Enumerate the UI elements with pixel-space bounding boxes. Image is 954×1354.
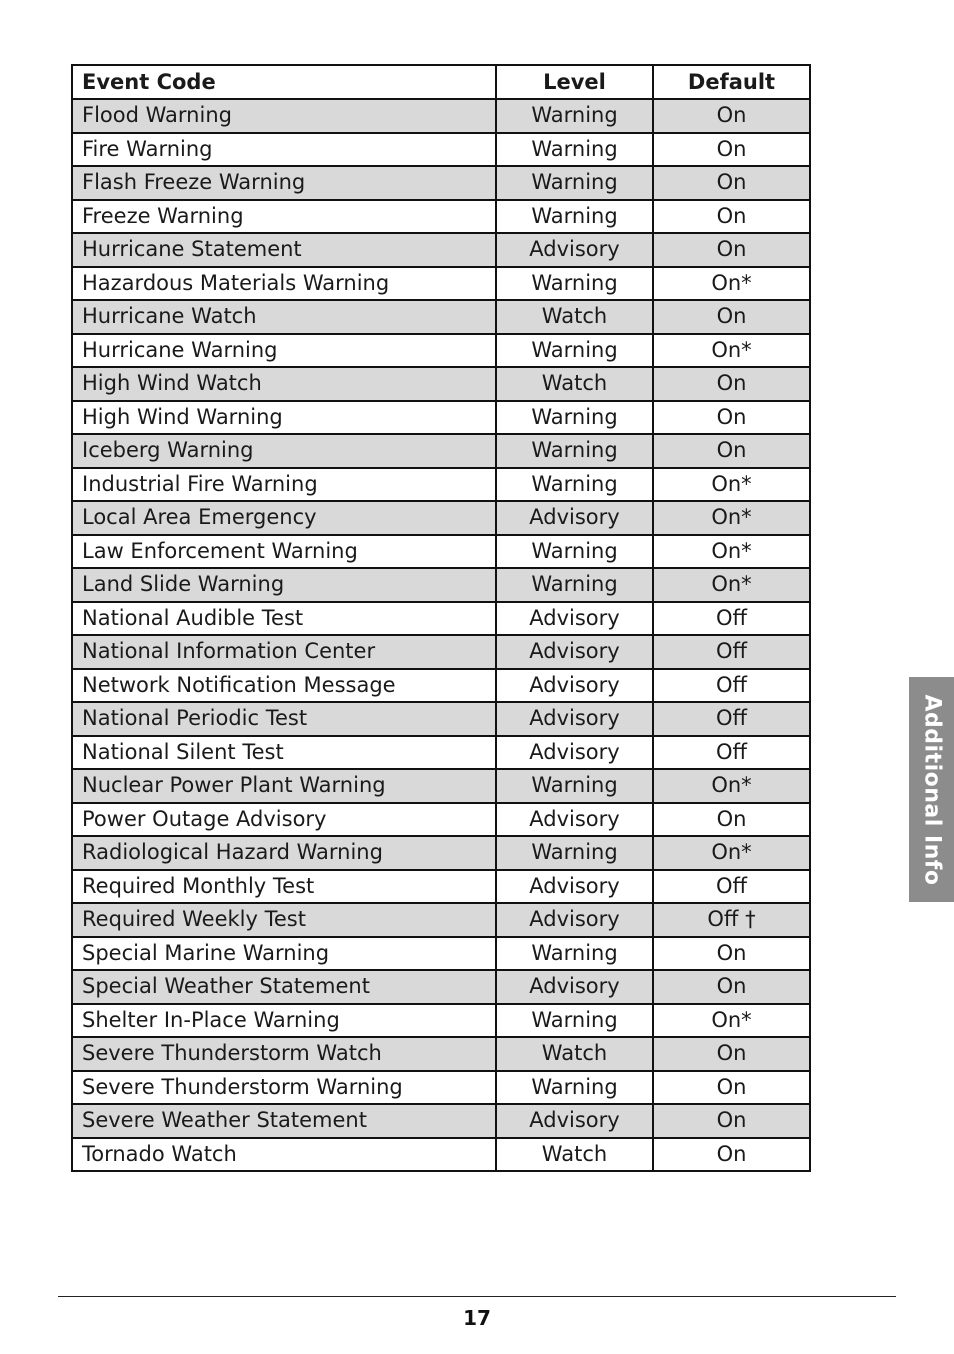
default-cell: On [653,233,810,267]
header-event-code: Event Code [72,65,496,99]
table-row [72,803,810,837]
level-cell: Warning [496,334,653,368]
table-row [72,903,810,937]
table-row [72,334,810,368]
default-cell: On* [653,836,810,870]
event-code-cell: Network Notification Message [72,669,496,703]
level-cell: Warning [496,468,653,502]
event-code-cell: Hurricane Watch [72,300,496,334]
event-code-cell: Hurricane Statement [72,233,496,267]
default-cell: On [653,133,810,167]
event-code-cell: Severe Weather Statement [72,1104,496,1138]
level-cell: Advisory [496,803,653,837]
default-cell: Off [653,736,810,770]
event-code-cell: Fire Warning [72,133,496,167]
event-code-cell: Severe Thunderstorm Watch [72,1037,496,1071]
level-cell: Warning [496,1004,653,1038]
level-cell: Warning [496,434,653,468]
level-cell: Warning [496,769,653,803]
level-cell: Advisory [496,736,653,770]
event-code-cell: Iceberg Warning [72,434,496,468]
table-row [72,736,810,770]
default-cell: On [653,200,810,234]
table-row [72,937,810,971]
default-cell: Off [653,669,810,703]
event-code-cell: Required Weekly Test [72,903,496,937]
footer-divider [58,1296,896,1297]
event-code-cell: Law Enforcement Warning [72,535,496,569]
table-row [72,635,810,669]
event-code-cell: Radiological Hazard Warning [72,836,496,870]
header-level: Level [496,65,653,99]
table-row [72,233,810,267]
default-cell: On* [653,769,810,803]
default-cell: On [653,99,810,133]
level-cell: Warning [496,267,653,301]
level-cell: Warning [496,1071,653,1105]
level-cell: Advisory [496,870,653,904]
table-row [72,535,810,569]
table-row [72,501,810,535]
table-row [72,200,810,234]
table-row [72,1104,810,1138]
table-row [72,1004,810,1038]
table-row [72,1138,810,1172]
level-cell: Warning [496,836,653,870]
event-code-cell: Flash Freeze Warning [72,166,496,200]
default-cell: On [653,937,810,971]
section-side-tab [909,677,954,902]
event-code-cell: Severe Thunderstorm Warning [72,1071,496,1105]
event-code-cell: Land Slide Warning [72,568,496,602]
event-code-cell: Nuclear Power Plant Warning [72,769,496,803]
table-row [72,970,810,1004]
default-cell: On* [653,267,810,301]
default-cell: On* [653,334,810,368]
table-row [72,769,810,803]
level-cell: Warning [496,535,653,569]
table-row [72,133,810,167]
event-code-table [71,64,811,1172]
table-row [72,702,810,736]
event-code-cell: National Audible Test [72,602,496,636]
table-row [72,669,810,703]
table-row [72,836,810,870]
default-cell: On* [653,1004,810,1038]
event-code-cell: High Wind Watch [72,367,496,401]
level-cell: Watch [496,300,653,334]
table-row [72,401,810,435]
level-cell: Advisory [496,1104,653,1138]
level-cell: Watch [496,1037,653,1071]
event-code-cell: Local Area Emergency [72,501,496,535]
event-code-cell: National Silent Test [72,736,496,770]
table-row [72,468,810,502]
default-cell: On* [653,535,810,569]
default-cell: On* [653,568,810,602]
table-row [72,602,810,636]
event-code-cell: Hurricane Warning [72,334,496,368]
default-cell: On [653,401,810,435]
level-cell: Watch [496,1138,653,1172]
level-cell: Advisory [496,233,653,267]
default-cell: On [653,434,810,468]
event-code-cell: Tornado Watch [72,1138,496,1172]
table-row [72,434,810,468]
level-cell: Warning [496,568,653,602]
table-row [72,1037,810,1071]
table-row [72,367,810,401]
table-row [72,99,810,133]
default-cell: Off [653,702,810,736]
default-cell: On [653,300,810,334]
level-cell: Warning [496,200,653,234]
default-cell: On [653,1138,810,1172]
table-body [72,99,810,1171]
level-cell: Advisory [496,903,653,937]
default-cell: On [653,970,810,1004]
event-code-cell: National Information Center [72,635,496,669]
default-cell: On* [653,468,810,502]
table-row [72,870,810,904]
level-cell: Advisory [496,602,653,636]
table-row [72,568,810,602]
event-code-cell: Shelter In-Place Warning [72,1004,496,1038]
table-row [72,166,810,200]
table-row [72,1071,810,1105]
header-default: Default [653,65,810,99]
default-cell: On [653,803,810,837]
default-cell: Off [653,870,810,904]
default-cell: On [653,367,810,401]
page-number: 17 [463,1306,491,1330]
event-code-cell: Flood Warning [72,99,496,133]
side-tab-label: Additional Info [919,694,944,885]
default-cell: On [653,166,810,200]
level-cell: Warning [496,166,653,200]
level-cell: Advisory [496,501,653,535]
event-code-cell: High Wind Warning [72,401,496,435]
level-cell: Advisory [496,635,653,669]
event-code-cell: Power Outage Advisory [72,803,496,837]
default-cell: On [653,1071,810,1105]
event-code-cell: Special Weather Statement [72,970,496,1004]
event-code-cell: National Periodic Test [72,702,496,736]
default-cell: Off [653,635,810,669]
level-cell: Warning [496,401,653,435]
table-row [72,267,810,301]
table-row [72,300,810,334]
level-cell: Warning [496,99,653,133]
default-cell: Off † [653,903,810,937]
default-cell: On [653,1104,810,1138]
default-cell: On [653,1037,810,1071]
level-cell: Advisory [496,702,653,736]
level-cell: Advisory [496,970,653,1004]
level-cell: Warning [496,937,653,971]
level-cell: Warning [496,133,653,167]
event-code-cell: Required Monthly Test [72,870,496,904]
level-cell: Watch [496,367,653,401]
event-code-cell: Special Marine Warning [72,937,496,971]
event-code-cell: Industrial Fire Warning [72,468,496,502]
default-cell: On* [653,501,810,535]
event-code-cell: Hazardous Materials Warning [72,267,496,301]
default-cell: Off [653,602,810,636]
table-header-row [72,65,810,99]
level-cell: Advisory [496,669,653,703]
event-code-cell: Freeze Warning [72,200,496,234]
